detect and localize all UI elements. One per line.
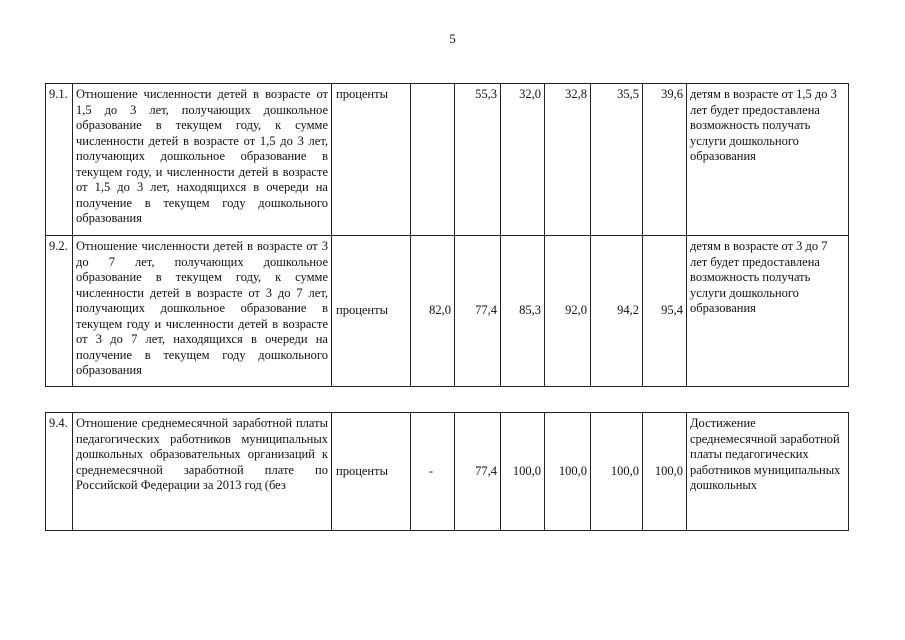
- note-cell: Достижение среднемесячной заработной платы педагогических работников муниципальных дошкольных: [687, 413, 849, 531]
- note-cell: детям в возрасте от 1,5 до 3 лет будет предоставлена возможность получать услуги дошкольного образования: [687, 84, 849, 236]
- value-cell: -: [411, 413, 455, 531]
- indicator-description: Отношение среднемесячной заработной платы педагогических работников муниципальных дошкольных образовательных организаций к среднемесячной заработной плате по Российской Федерации за 2013 год (без: [73, 413, 332, 531]
- value-cell: 85,3: [501, 236, 545, 387]
- value-cell: 32,8: [545, 84, 591, 236]
- value-cell: 82,0: [411, 236, 455, 387]
- indicator-description: Отношение численности детей в возрасте от 1,5 до 3 лет, получающих дошкольное образование в текущем году, к сумме численности детей в возрасте от 1,5 до 3 лет, получающих дошкольное образование в текущем году, и численности детей в возрасте от 1,5 до 3 лет, находящихся в очереди на получение в текущем году дошкольного образования: [73, 84, 332, 236]
- unit-cell: проценты: [332, 84, 411, 236]
- table-row: [46, 236, 849, 387]
- page-number: 5: [449, 31, 456, 46]
- value-cell: 94,2: [591, 236, 643, 387]
- table-row: [46, 84, 849, 236]
- note-cell: детям в возрасте от 3 до 7 лет будет предоставлена возможность получать услуги дошкольного образования: [687, 236, 849, 387]
- row-number: 9.1.: [46, 84, 73, 236]
- value-cell: 100,0: [501, 413, 545, 531]
- row-number: 9.2.: [46, 236, 73, 387]
- value-cell: 100,0: [545, 413, 591, 531]
- indicators-table-bottom: [45, 412, 849, 531]
- value-cell: [411, 84, 455, 236]
- value-cell: 77,4: [455, 413, 501, 531]
- value-cell: 32,0: [501, 84, 545, 236]
- indicator-description: Отношение численности детей в возрасте от 3 до 7 лет, получающих дошкольное образование в текущем году, к сумме численности детей в возрасте от 3 до 7 лет, получающих дошкольное образование в текущем году и численности детей в возрасте от 3 до 7 лет, находящихся в очереди на получение в текущем году дошкольного образования: [73, 236, 332, 387]
- unit-cell: проценты: [332, 236, 411, 387]
- value-cell: 39,6: [643, 84, 687, 236]
- value-cell: 55,3: [455, 84, 501, 236]
- value-cell: 100,0: [643, 413, 687, 531]
- value-cell: 77,4: [455, 236, 501, 387]
- value-cell: 95,4: [643, 236, 687, 387]
- value-cell: 35,5: [591, 84, 643, 236]
- table-row: [46, 413, 849, 531]
- value-cell: 92,0: [545, 236, 591, 387]
- value-cell: 100,0: [591, 413, 643, 531]
- indicators-table-top: [45, 83, 849, 387]
- row-number: 9.4.: [46, 413, 73, 531]
- unit-cell: проценты: [332, 413, 411, 531]
